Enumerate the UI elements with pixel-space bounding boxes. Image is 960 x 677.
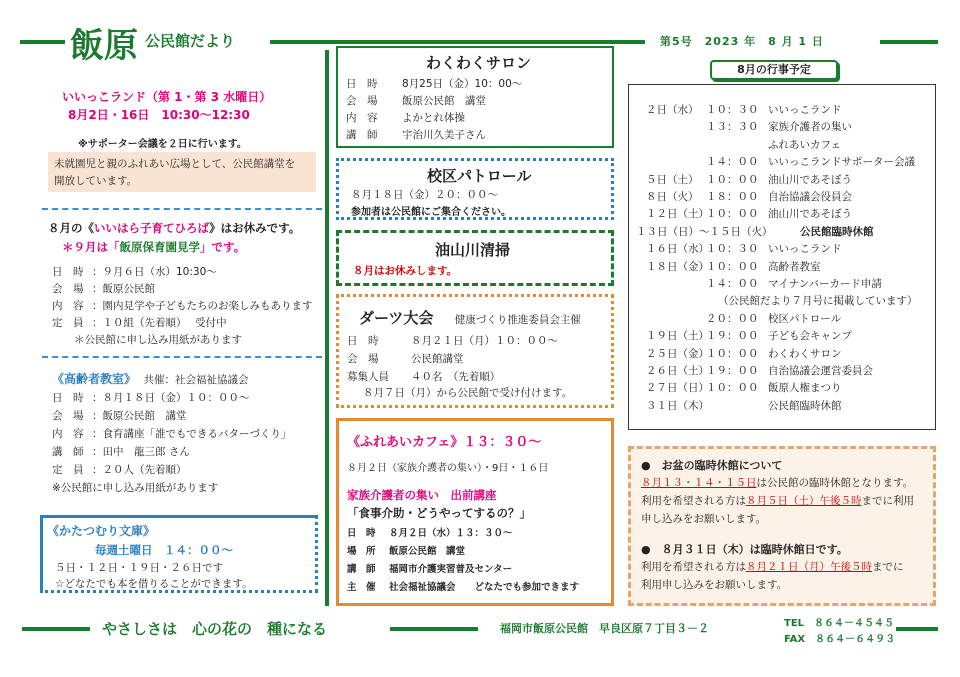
row-label: 会 場 — [52, 283, 84, 295]
row-value: ８月２日（水）１３：３０～ — [389, 528, 513, 539]
schedule-date: ３１日（木） — [646, 399, 709, 412]
kosodate-sub-pre: ＊９月は「 — [62, 240, 120, 254]
kosodate-note: ＊公民館に申し込み用紙があります — [74, 334, 242, 346]
fureai-dates: ８月２日（家族介護者の集い）・9日・１６日 — [347, 463, 549, 474]
header-bar-mid — [270, 40, 645, 44]
footer-bar-right — [896, 627, 938, 631]
schedule-time: ２０：００ — [706, 312, 759, 325]
schedule-event: 油山川であそぼう — [768, 173, 852, 186]
row-value: ：田中 龍三郎 さん — [92, 446, 190, 458]
schedule-event: 家族介護者の集い — [768, 121, 852, 134]
closure-dates: ８月１３・１４・１５日 — [641, 477, 757, 489]
koreisha-row — [52, 390, 250, 405]
schedule-time: １０：００ — [706, 173, 759, 186]
iikko-dates: 8月2日・16日 10:30～12:30 — [68, 108, 250, 122]
fureai-title: 《ふれあいカフェ》１３：３０～ — [347, 435, 542, 450]
wakuwaku-row — [346, 110, 465, 125]
wakuwaku-row — [346, 127, 486, 142]
row-label: 会 場 — [346, 95, 378, 107]
schedule-time: １９：００ — [706, 330, 759, 343]
aburayama-line1: ８月はお休みします。 — [353, 265, 458, 277]
row-value: 福岡市介護実習普及センター — [389, 564, 513, 575]
closure-line6: 利用申し込みをお願いします。 — [641, 579, 788, 591]
row-label: 講 師 — [347, 564, 376, 575]
koreisha-row — [52, 426, 292, 441]
schedule-date: ８日（火） — [646, 191, 699, 203]
schedule-date: １２日（土） — [646, 208, 709, 221]
schedule-event: 公民館臨時休館 — [768, 399, 842, 412]
darts-row — [347, 351, 464, 366]
schedule-date: ５日（土） — [646, 173, 699, 186]
koreisha-sponsor: 共催：社会福祉協議会 — [143, 374, 249, 386]
katatsumuri-sub: 毎週土曜日 １４：００～ — [95, 543, 233, 557]
closure-deadline-2: ８月２１日（月）午後５時 — [746, 561, 872, 573]
katatsumuri-title: 《かたつむり文庫》 — [47, 524, 156, 538]
schedule-date: １３日（日）～１５日（火） — [636, 225, 773, 238]
kosodate-row — [52, 264, 217, 279]
row-value: 飯原公民館 講堂 — [402, 95, 486, 107]
schedule-event: 公民館臨時休館 — [800, 225, 874, 238]
schedule-event: マイナンバーカード申請 — [768, 278, 882, 290]
footer-bar-mid — [390, 627, 478, 631]
row-value: ：飯原公民館 — [92, 283, 155, 295]
darts-header — [359, 307, 581, 328]
schedule-date: ２５日（金） — [646, 347, 709, 360]
footer-address: 福岡市飯原公民館 早良区原７丁目３－２ — [500, 622, 709, 635]
row-label: 主 催 — [347, 582, 376, 593]
closure-title: ● お盆の臨時休館について — [641, 459, 783, 472]
footer-fax: FAX ８６４－６４９３ — [784, 634, 896, 645]
row-label: 日 時 — [347, 528, 376, 539]
schedule-date: １８日（金） — [646, 260, 709, 273]
schedule-event: 自治協議会役員会 — [768, 191, 852, 203]
page-title-kanji: 飯原 — [70, 26, 138, 66]
row-value: ：１０組（先着順） 受付中 — [92, 317, 227, 329]
closure-line2-pre: 利用を希望される方は — [641, 495, 746, 507]
koreisha-header — [52, 370, 249, 387]
fureai-row — [347, 561, 512, 575]
schedule-event: 油山川であそぼう — [768, 208, 852, 221]
row-label: 内 容 — [52, 428, 84, 440]
closure-line5-pre: 利用を希望される方は — [641, 561, 746, 573]
row-label: 日 時 — [347, 335, 379, 347]
row-label: 募集人員 — [347, 371, 389, 383]
row-value: ：８月１８日（金）１０：００～ — [92, 392, 250, 404]
schedule-event: わくわくサロン — [768, 347, 842, 360]
schedule-event: 子ども会キャンプ — [768, 330, 852, 343]
fureai-kaigo-sub: 「食事介助・どうやってするの？」 — [347, 506, 531, 520]
row-label: 日 時 — [52, 266, 84, 278]
row-label: 講 師 — [346, 129, 378, 141]
row-value: ：２０人（先着順） — [92, 464, 187, 476]
iikko-title: いいっこランド（第 1・第 3 水曜日） — [62, 90, 272, 104]
closure-line5 — [641, 559, 904, 574]
row-value: 8月25日（金）10：00～ — [402, 78, 523, 90]
fureai-row — [347, 579, 579, 593]
koreisha-title: 《高齢者教室》 — [52, 372, 137, 386]
wakuwaku-box — [336, 46, 614, 148]
header-bar-right — [880, 40, 938, 44]
row-value: ：食育講座「誰でもできるバターづくり」 — [92, 428, 292, 440]
iikko-note: ※サポーター会議を２日に行います。 — [78, 139, 247, 150]
row-value: 社会福祉協議会 どなたでも参加できます — [389, 582, 580, 593]
kosodate-sub — [62, 239, 245, 255]
schedule-time: １３：３０ — [706, 121, 759, 134]
darts-sponsor: 健康づくり推進委員会主催 — [454, 314, 581, 326]
row-value: ：飯原公民館 講堂 — [92, 410, 187, 422]
kosodate-title-pre: ８月の《 — [48, 221, 94, 235]
schedule-event: 高齢者教室 — [768, 260, 821, 273]
closure-box — [628, 446, 936, 606]
patrol-title: 校区パトロール — [427, 167, 532, 185]
iikko-desc-1: 未就園児と親のふれあい広場として、公民館講堂を — [54, 158, 296, 170]
separator-1 — [42, 208, 322, 210]
schedule-time: １０：００ — [706, 382, 759, 395]
closure-line1-post: は公民館の臨時休館となります。 — [756, 477, 914, 489]
separator-2 — [42, 356, 322, 358]
closure-line2 — [641, 493, 914, 508]
closure-deadline-1: ８月５日（土）午後５時 — [746, 495, 862, 507]
closure-line3: 申し込みをお願いします。 — [641, 513, 767, 525]
schedule-event: （公民館だより７月号に掲載しています） — [718, 295, 918, 308]
kosodate-title-post: 》はお休みです。 — [209, 221, 301, 235]
patrol-line2: 参加者は公民館にご集合ください。 — [351, 207, 511, 218]
page-title-sub: 公民館だより — [145, 32, 236, 50]
row-label: 内 容 — [52, 300, 84, 312]
kosodate-sub-name: 飯原保育園見学 — [119, 240, 200, 254]
schedule-time: １０：３０ — [706, 104, 759, 116]
iikko-desc-2: 開放しています。 — [54, 175, 138, 187]
schedule-time: １９：００ — [706, 365, 759, 377]
katatsumuri-box — [40, 515, 318, 593]
iikko-desc-box — [48, 152, 316, 192]
footer-bar-left — [22, 627, 90, 631]
patrol-line1: ８月１８日（金）２０：００～ — [351, 189, 498, 201]
schedule-date: ２６日（土） — [646, 365, 709, 377]
row-label: 日 時 — [52, 392, 84, 404]
fureai-row — [347, 543, 465, 557]
wakuwaku-row — [346, 76, 522, 91]
darts-title: ダーツ大会 — [359, 309, 434, 327]
closure-line5-post: までに — [872, 561, 904, 573]
koreisha-note: ※公民館に申し込み用紙があります — [52, 482, 219, 494]
row-label: 日 時 — [346, 78, 378, 90]
closure-line2-post: までに利用 — [861, 495, 914, 507]
issue-date: 第5号 2023 年 8 月 1 日 — [660, 35, 824, 48]
schedule-event: 飯原人権まつり — [768, 382, 842, 395]
wakuwaku-title: わくわくサロン — [426, 54, 532, 72]
kosodate-row — [52, 298, 313, 313]
wakuwaku-row — [346, 93, 486, 108]
darts-note: ８月７日（月）から公民館で受け付けます。 — [363, 387, 573, 399]
patrol-box — [336, 158, 614, 220]
schedule-time: １８：００ — [706, 191, 759, 203]
schedule-date: １９日（土） — [646, 330, 709, 343]
aburayama-box — [336, 230, 614, 286]
kosodate-title — [48, 220, 300, 236]
koreisha-row — [52, 444, 190, 459]
darts-row — [347, 369, 500, 384]
koreisha-row — [52, 408, 187, 423]
row-value: ８月２１日（月）１０：００～ — [411, 335, 558, 347]
schedule-event: 校区パトロール — [768, 312, 842, 325]
row-label: 内 容 — [346, 112, 378, 124]
row-value: ：園内見学や子どもたちのお楽しみもあります — [92, 300, 313, 312]
row-value: 公民館講堂 — [411, 353, 464, 365]
katatsumuri-dates: ５日・１２日・１９日・２６日です — [55, 562, 223, 574]
schedule-time: １０：３０ — [706, 243, 759, 256]
row-value: 宇治川久美子さん — [402, 129, 486, 141]
fureai-kaigo-title: 家族介護者の集い 出前講座 — [347, 488, 497, 502]
row-label: 講 師 — [52, 446, 84, 458]
row-value: 飯原公民館 講堂 — [389, 546, 466, 557]
fureai-row — [347, 525, 513, 539]
schedule-date: １６日（水） — [646, 243, 709, 256]
row-label: 会 場 — [347, 353, 379, 365]
kosodate-sub-post: 」です。 — [200, 240, 246, 254]
schedule-event: ふれあいカフェ — [768, 138, 841, 151]
closure-line4: ● ８月３１日（木）は臨時休館日です。 — [641, 543, 848, 556]
header-bar-left — [20, 40, 65, 44]
fureai-box — [336, 418, 614, 606]
koreisha-row — [52, 462, 187, 477]
schedule-event: いいっこランドサポーター会議 — [768, 156, 915, 169]
katatsumuri-note: ☆どなたでも本を借りることができます。 — [55, 578, 253, 590]
row-value: よかとれ体操 — [402, 112, 465, 124]
row-label: 場 所 — [347, 546, 376, 557]
kosodate-title-name: いいはら子育てひろば — [94, 221, 210, 235]
darts-box — [336, 294, 614, 408]
aburayama-title: 油山川清掃 — [435, 241, 511, 259]
column-divider — [325, 50, 329, 606]
row-label: 会 場 — [52, 410, 84, 422]
footer-motto: やさしさは 心の花の 種になる — [102, 620, 328, 638]
kosodate-row — [52, 281, 155, 296]
schedule-time: １４：００ — [706, 278, 759, 290]
schedule-event: 自治協議会運営委員会 — [768, 365, 873, 377]
schedule-event: いいっこランド — [768, 243, 842, 256]
darts-row — [347, 333, 558, 348]
kosodate-row — [52, 315, 227, 330]
footer-tel: TEL ８６４－４５４５ — [784, 618, 895, 629]
closure-line1 — [641, 475, 913, 490]
row-label: 定 員 — [52, 464, 84, 476]
schedule-time: １４：００ — [706, 156, 759, 169]
schedule-time: １０：００ — [706, 260, 759, 273]
schedule-time: １０：００ — [706, 208, 759, 221]
row-value: ：９月６日（水）10:30～ — [92, 266, 217, 278]
schedule-time: １０：００ — [706, 347, 759, 360]
schedule-event: いいっこランド — [768, 104, 842, 116]
row-label: 定 員 — [52, 317, 84, 329]
schedule-date: ２７日（日） — [646, 382, 709, 395]
schedule-label: 8月の行事予定 — [710, 60, 838, 80]
schedule-date: ２日（水） — [646, 104, 699, 116]
row-value: ４０名 （先着順） — [411, 371, 501, 383]
